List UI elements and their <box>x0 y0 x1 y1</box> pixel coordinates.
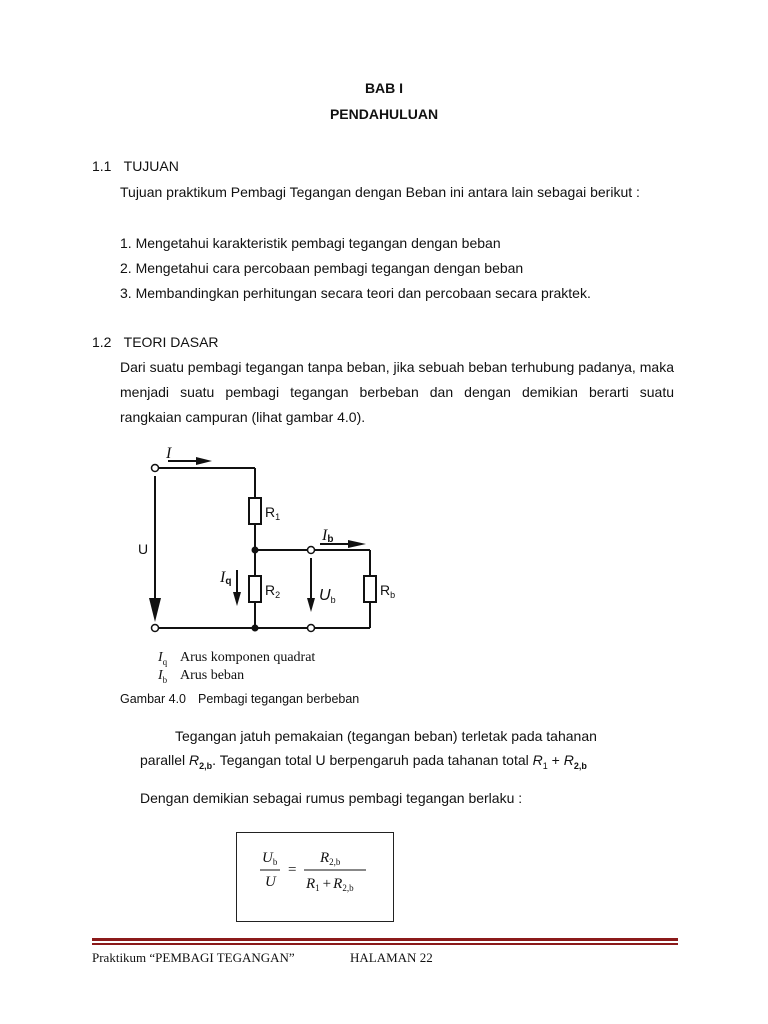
objective-item-2: 2. Mengetahui cara percobaan pembagi tegangan dengan beban <box>120 260 524 276</box>
junction-dot-bottom <box>252 625 259 632</box>
footer-course-title: Praktikum “PEMBAGI TEGANGAN” <box>92 950 295 965</box>
legend-text-iq: Arus komponen quadrat <box>180 650 316 665</box>
terminal-top-left <box>152 465 159 472</box>
section-1-number: 1.1 <box>92 158 112 174</box>
voltage-ub-arrowhead <box>307 598 315 612</box>
label-current-i: I <box>166 445 172 462</box>
terminal-bottom-left <box>152 625 159 632</box>
symbol-r2: R <box>563 752 574 768</box>
voltage-divider-circuit-diagram <box>130 440 420 650</box>
label-voltage-ub: $U_b$ <box>319 587 336 605</box>
voltage-u-arrowhead <box>149 598 161 622</box>
figure-caption-text: Pembagi tegangan berbeban <box>198 692 360 706</box>
section-2-paragraph: Dari suatu pembagi tegangan tanpa beban, jika sebuah beban terhubung padanya, maka menjadi suatu pembagi tegangan berbeban dan dengan demikian berarti suatu rangkaian campuran (lihat gambar 4.0). <box>120 359 674 425</box>
paragraph-2-line-1: Tegangan jatuh pemakaian (tegangan beban) terletak pada tahanan <box>175 728 597 744</box>
footer-rule-thin <box>92 943 678 945</box>
paragraph-3: Dengan demikian sebagai rumus pembagi tegangan berlaku : <box>140 790 523 806</box>
legend-symbol-ib: $I_b$ <box>158 668 168 685</box>
chapter-title: PENDAHULUAN <box>329 106 439 122</box>
formula-numerator-right: $R_{2,b}$ <box>320 850 341 867</box>
section-2-heading <box>92 334 219 350</box>
section-2-number: 1.2 <box>92 334 112 350</box>
paragraph-2-line-2: parallel $R_{2,b}$. Tegangan total U berpengaruh pada tahanan total $R_1 + R_{2,b}$ <box>140 752 587 771</box>
legend-symbol-iq: $I_q$ <box>158 650 168 667</box>
current-ib-arrowhead <box>348 540 366 548</box>
legend-item-ib <box>158 668 244 685</box>
formula-equals: = <box>288 862 297 878</box>
legend-item-iq <box>158 650 315 667</box>
formula-denominator-left: U <box>265 874 276 890</box>
resistor-r1 <box>249 498 261 524</box>
footer-rule-thick <box>92 938 678 941</box>
section-1-heading <box>92 158 179 174</box>
section-2-title: TEORI DASAR <box>123 334 219 350</box>
footer-page-number: HALAMAN 22 <box>350 950 433 965</box>
label-r2: $R_2$ <box>265 582 281 600</box>
figure-caption-label: Gambar 4.0 <box>120 692 187 706</box>
figure-caption <box>120 692 359 706</box>
objective-item-1: 1. Mengetahui karakteristik pembagi tegangan dengan beban <box>120 235 501 251</box>
legend-text-ib: Arus beban <box>180 668 245 683</box>
objective-item-3: 3. Membandingkan perhitungan secara teori dan percobaan secara praktek. <box>120 285 591 301</box>
current-iq-arrowhead <box>233 592 241 606</box>
symbol-r2b: R <box>189 752 200 768</box>
junction-dot-middle <box>252 547 259 554</box>
terminal-ub-top <box>308 547 315 554</box>
resistor-rb <box>364 576 376 602</box>
chapter-label: BAB I <box>364 80 404 96</box>
formula-denominator-right: $R_1 + R_{2,b}$ <box>306 876 354 893</box>
current-i-arrowhead <box>196 457 212 465</box>
label-voltage-u: U <box>138 541 149 557</box>
label-rb: $R_b$ <box>380 582 396 600</box>
label-current-iq: Iq <box>220 569 232 587</box>
label-current-ib: Ib <box>322 527 334 545</box>
symbol-r1: R <box>532 752 543 768</box>
label-r1: $R_1$ <box>265 504 281 522</box>
formula-numerator-left: $U_b$ <box>262 850 278 867</box>
section-1-title: TUJUAN <box>123 158 179 174</box>
section-1-intro: Tujuan praktikum Pembagi Tegangan dengan Beban ini antara lain sebagai berikut : <box>120 184 640 200</box>
resistor-r2 <box>249 576 261 602</box>
voltage-divider-formula <box>250 840 380 900</box>
terminal-ub-bottom <box>308 625 315 632</box>
